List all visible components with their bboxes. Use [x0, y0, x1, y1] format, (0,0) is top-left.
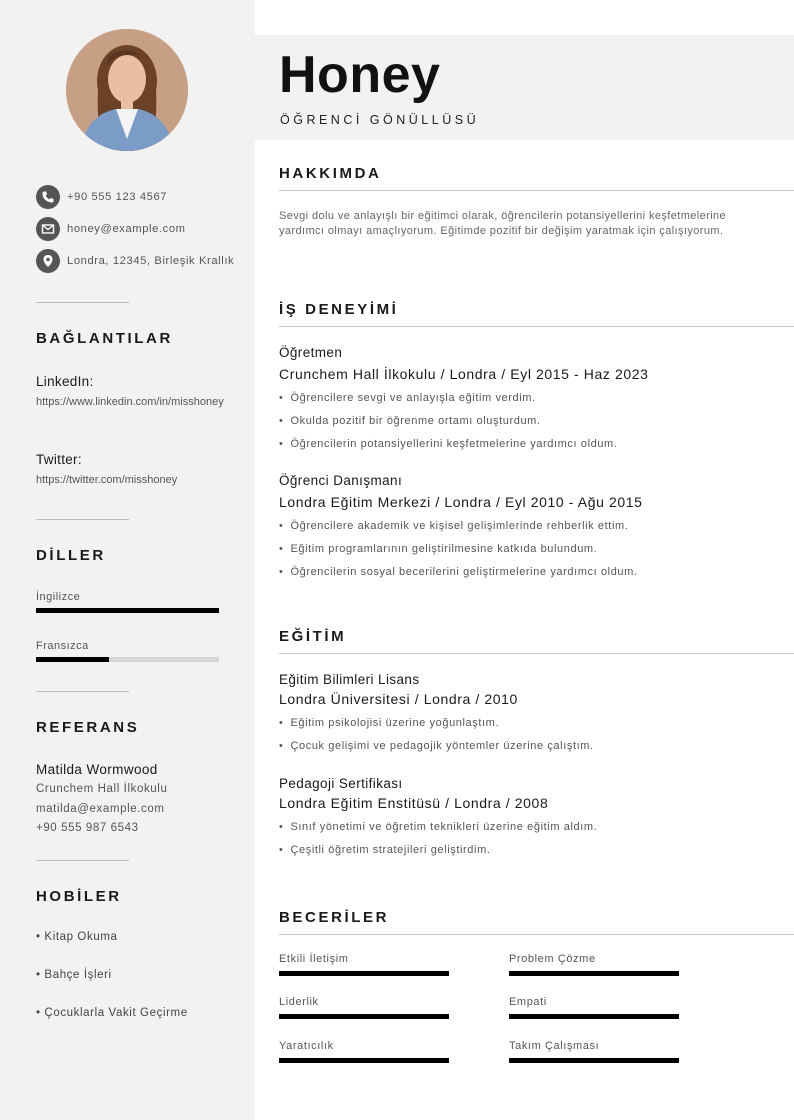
experience-heading: İŞ DENEYİMİ: [279, 301, 399, 318]
reference-block: [36, 762, 236, 839]
sidebar: [0, 0, 255, 1120]
job-org: Crunchem Hall İlkokulu / Londra / Eyl 2015 - Haz 2023: [279, 366, 649, 382]
divider: [36, 519, 129, 520]
education-entry: [279, 672, 779, 758]
person-title: ÖĞRENCİ GÖNÜLLÜSÜ: [280, 113, 480, 127]
email-text[interactable]: honey@example.com: [67, 223, 186, 235]
hobby-text: Çocuklarla Vakit Geçirme: [44, 1007, 188, 1019]
job-entry: [279, 345, 779, 456]
education-bullets: [279, 712, 779, 758]
skill-item: [509, 953, 679, 976]
main-content: [255, 0, 794, 1120]
reference-phone: +90 555 987 6543: [36, 822, 139, 834]
language-level-bar: [36, 608, 219, 613]
bullet-item: • Öğrencilere akademik ve kişisel gelişimlerinde rehberlik ettim.: [279, 515, 779, 538]
divider: [279, 653, 794, 654]
job-role: Öğrenci Danışmanı: [279, 473, 403, 488]
skill-level-fill: [279, 971, 449, 976]
skill-item: [279, 1040, 449, 1063]
skill-level-bar: [279, 1058, 449, 1063]
twitter-label: Twitter:: [36, 452, 82, 467]
bullet-item: • Çeşitli öğretim stratejileri geliştirdim.: [279, 839, 779, 862]
bullet-item: • Okulda pozitif bir öğrenme ortamı oluşturdum.: [279, 410, 779, 433]
hobby-item: • Kitap Okuma: [36, 931, 118, 943]
skill-name: Liderlik: [279, 996, 319, 1008]
job-bullets: [279, 515, 779, 584]
hobby-text: Kitap Okuma: [44, 931, 118, 943]
skill-level-bar: [509, 1058, 679, 1063]
linkedin-link[interactable]: https://www.linkedin.com/in/misshoney: [36, 396, 224, 408]
mail-icon: [36, 217, 60, 241]
hobby-item: • Bahçe İşleri: [36, 969, 112, 981]
contact-phone: [36, 185, 236, 209]
references-heading: REFERANS: [36, 719, 140, 736]
divider: [36, 691, 129, 692]
skill-name: Yaratıcılık: [279, 1040, 334, 1052]
divider: [36, 302, 129, 303]
skill-level-bar: [509, 1014, 679, 1019]
contact-email: [36, 217, 236, 241]
language-level-fill: [36, 657, 109, 662]
skill-level-fill: [279, 1058, 449, 1063]
skill-name: Empati: [509, 996, 547, 1008]
person-name: Honey: [279, 46, 441, 104]
language-item: [36, 640, 219, 662]
school-name: Londra Eğitim Enstitüsü / Londra / 2008: [279, 795, 549, 811]
skill-level-bar: [279, 971, 449, 976]
reference-email[interactable]: matilda@example.com: [36, 802, 165, 815]
divider: [279, 190, 794, 191]
profile-photo: [66, 29, 188, 151]
phone-icon: [36, 185, 60, 209]
bullet-item: • Sınıf yönetimi ve öğretim teknikleri üzerine eğitim aldım.: [279, 816, 779, 839]
languages-heading: DİLLER: [36, 547, 106, 564]
degree-name: Pedagoji Sertifikası: [279, 776, 403, 791]
language-level-bar: [36, 657, 219, 662]
school-name: Londra Üniversitesi / Londra / 2010: [279, 691, 518, 707]
twitter-link[interactable]: https://twitter.com/misshoney: [36, 474, 178, 486]
hobbies-heading: HOBİLER: [36, 888, 122, 905]
contact-address: [36, 249, 236, 273]
contact-block: [36, 185, 236, 281]
skill-level-fill: [509, 1058, 679, 1063]
about-heading: HAKKIMDA: [279, 165, 382, 182]
skill-item: [279, 953, 449, 976]
skill-level-bar: [279, 1014, 449, 1019]
skill-item: [279, 996, 449, 1019]
job-bullets: [279, 387, 779, 456]
hobby-text: Bahçe İşleri: [44, 969, 112, 981]
bullet-item: • Eğitim psikolojisi üzerine yoğunlaştım.: [279, 712, 779, 735]
skill-level-bar: [509, 971, 679, 976]
address-text: Londra, 12345, Birleşik Krallık: [67, 255, 235, 267]
language-item: [36, 591, 219, 613]
bullet-item: • Eğitim programlarının geliştirilmesine katkıda bulundum.: [279, 538, 779, 561]
skills-heading: BECERİLER: [279, 909, 390, 926]
links-heading: BAĞLANTILAR: [36, 330, 173, 347]
avatar: [66, 29, 188, 151]
language-name: İngilizce: [36, 591, 81, 603]
skill-name: Takım Çalışması: [509, 1040, 600, 1052]
bullet-item: • Çocuk gelişimi ve pedagojik yöntemler üzerine çalıştım.: [279, 735, 779, 758]
degree-name: Eğitim Bilimleri Lisans: [279, 672, 420, 687]
bullet-item: • Öğrencilerin sosyal becerilerini geliştirmelerine yardımcı oldum.: [279, 561, 779, 584]
skill-item: [509, 1040, 679, 1063]
education-entry: [279, 776, 779, 862]
skill-level-fill: [509, 1014, 679, 1019]
job-entry: [279, 473, 779, 584]
divider: [36, 860, 129, 861]
skill-item: [509, 996, 679, 1019]
skill-name: Problem Çözme: [509, 953, 596, 965]
divider: [279, 326, 794, 327]
about-text: Sevgi dolu ve anlayışlı bir eğitimci olarak, öğrencilerin potansiyellerini keşfetmelerine yardımcı olmayı amaçlıyorum. Eğitimde pozitif bir değişim yaratmak için çalışıyorum.: [279, 210, 727, 237]
hobby-item: • Çocuklarla Vakit Geçirme: [36, 1007, 188, 1019]
education-bullets: [279, 816, 779, 862]
reference-org: Crunchem Hall İlkokulu: [36, 783, 168, 795]
divider: [279, 934, 794, 935]
language-name: Fransızca: [36, 640, 89, 652]
job-role: Öğretmen: [279, 345, 343, 360]
job-org: Londra Eğitim Merkezi / Londra / Eyl 2010 - Ağu 2015: [279, 494, 643, 510]
education-heading: EĞİTİM: [279, 628, 347, 645]
name-header: [255, 35, 794, 140]
location-pin-icon: [36, 249, 60, 273]
reference-name: Matilda Wormwood: [36, 762, 158, 777]
phone-text: +90 555 123 4567: [67, 191, 168, 203]
linkedin-label: LinkedIn:: [36, 374, 94, 389]
language-level-fill: [36, 608, 219, 613]
bullet-item: • Öğrencilerin potansiyellerini keşfetmelerine yardımcı oldum.: [279, 433, 779, 456]
skill-level-fill: [509, 971, 679, 976]
bullet-item: • Öğrencilere sevgi ve anlayışla eğitim verdim.: [279, 387, 779, 410]
skill-level-fill: [279, 1014, 449, 1019]
skill-name: Etkili İletişim: [279, 953, 349, 965]
